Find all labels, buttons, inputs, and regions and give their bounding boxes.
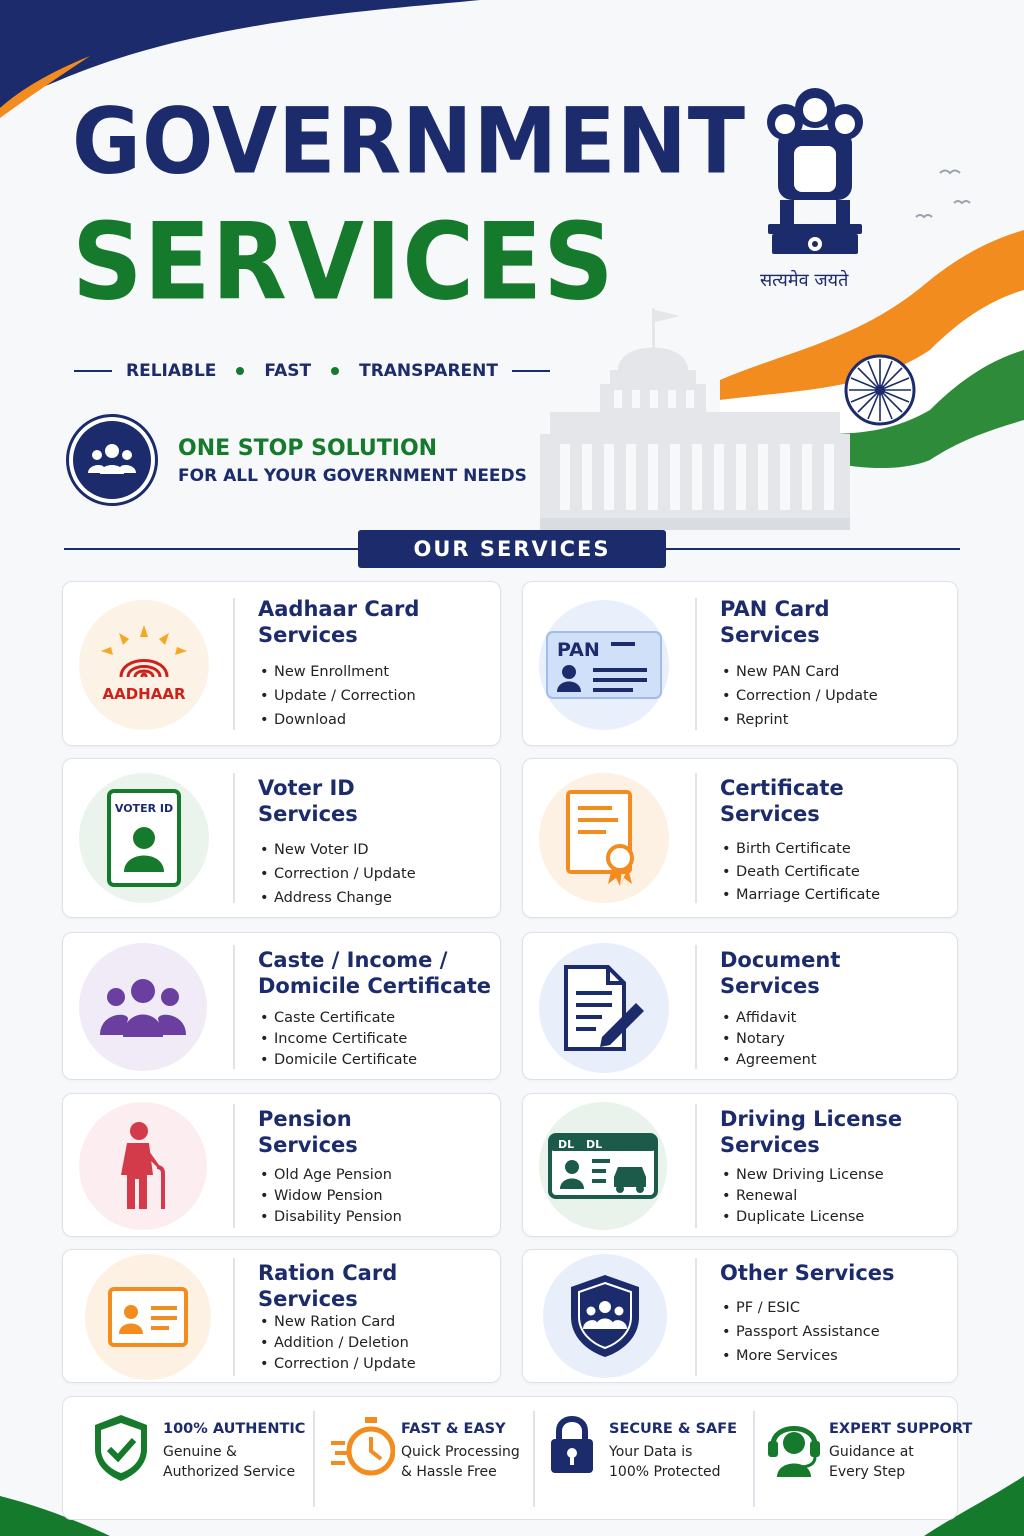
list-item: • PF / ESIC	[720, 1296, 880, 1320]
list-item: • Agreement	[720, 1050, 817, 1071]
card-divider	[233, 773, 235, 903]
feature-text-line: Authorized Service	[163, 1463, 296, 1480]
shield-people-icon	[543, 1254, 667, 1378]
card-title	[720, 596, 830, 649]
card-title	[258, 596, 419, 649]
tagline	[74, 358, 550, 384]
national-motto: सत्यमेव जयते	[760, 270, 849, 291]
tagline-word: FAST	[264, 361, 312, 381]
pan-card-icon	[539, 600, 669, 730]
card-title-line: Services	[258, 1133, 358, 1158]
list-item: • Renewal	[720, 1186, 884, 1207]
parliament-building-silhouette	[540, 300, 850, 540]
list-item: • Domicile Certificate	[258, 1050, 417, 1071]
feature-text	[163, 1443, 295, 1482]
service-card-caste-income-domicile[interactable]	[62, 932, 501, 1080]
list-item: • New PAN Card	[720, 660, 878, 684]
shield-check-icon	[91, 1413, 151, 1483]
card-title	[720, 947, 840, 1000]
card-title-line: Services	[258, 802, 358, 827]
driving-license-icon	[539, 1102, 667, 1230]
padlock-icon	[549, 1415, 595, 1475]
card-divider	[695, 945, 697, 1069]
feature-text-line: Guidance at	[829, 1444, 914, 1460]
feature-fast	[315, 1397, 535, 1521]
service-card-ration-card[interactable]	[62, 1249, 501, 1383]
card-divider	[233, 945, 235, 1069]
list-item: • Caste Certificate	[258, 1008, 417, 1029]
card-title	[258, 947, 491, 1000]
ration-card-icon	[85, 1254, 211, 1380]
card-title-line: Services	[720, 974, 820, 999]
feature-title: 100% AUTHENTIC	[163, 1421, 306, 1437]
stopwatch-icon	[329, 1415, 395, 1479]
service-list	[258, 1312, 416, 1375]
list-item: • Death Certificate	[720, 861, 880, 884]
one-stop-title: ONE STOP SOLUTION	[178, 436, 438, 461]
list-item: • Disability Pension	[258, 1207, 402, 1228]
list-item: • Widow Pension	[258, 1186, 402, 1207]
list-item: • Download	[258, 708, 416, 732]
feature-text-line: Your Data is	[609, 1444, 693, 1460]
card-title-line: Services	[720, 802, 820, 827]
svg-text:DL: DL	[558, 1138, 575, 1151]
service-card-other[interactable]	[522, 1249, 958, 1383]
service-card-aadhaar[interactable]	[62, 581, 501, 746]
svg-text:DL: DL	[586, 1138, 603, 1151]
tagline-dot	[331, 367, 339, 375]
service-list	[720, 1008, 817, 1071]
list-item: • Affidavit	[720, 1008, 817, 1029]
list-item: • New Enrollment	[258, 660, 416, 684]
feature-text	[829, 1443, 914, 1482]
feature-text-line: & Hassle Free	[401, 1463, 497, 1480]
people-group-icon	[66, 414, 158, 506]
service-card-document[interactable]	[522, 932, 958, 1080]
list-item: • Duplicate License	[720, 1207, 884, 1228]
tagline-right-rule	[512, 370, 550, 372]
card-title-line: Services	[720, 1133, 820, 1158]
tagline-left-rule	[74, 370, 112, 372]
card-title	[720, 775, 844, 828]
list-item: • New Driving License	[720, 1165, 884, 1186]
service-list	[258, 1008, 417, 1071]
list-item: • Correction / Update	[720, 684, 878, 708]
card-title	[258, 775, 358, 828]
card-divider	[695, 1104, 697, 1228]
card-title-line: Driving License	[720, 1107, 903, 1131]
main-title-line2: SERVICES	[72, 201, 615, 325]
service-card-pan[interactable]	[522, 581, 958, 746]
feature-secure	[535, 1397, 755, 1521]
card-divider	[695, 773, 697, 903]
one-stop-subtitle: FOR ALL YOUR GOVERNMENT NEEDS	[178, 466, 527, 486]
feature-text-line: Quick Processing	[401, 1444, 520, 1460]
service-list	[720, 660, 878, 732]
list-item: • Marriage Certificate	[720, 884, 880, 907]
card-title-line: Document	[720, 948, 841, 972]
service-list	[258, 1165, 402, 1228]
card-title	[720, 1260, 895, 1286]
service-list	[258, 838, 416, 910]
document-pen-icon	[539, 943, 669, 1073]
service-card-driving-license[interactable]	[522, 1093, 958, 1237]
feature-authentic	[63, 1397, 313, 1521]
service-card-pension[interactable]	[62, 1093, 501, 1237]
card-title-line: Caste / Income /	[258, 948, 448, 972]
main-title-line1: GOVERNMENT	[72, 88, 747, 195]
card-title-line: Services	[258, 623, 358, 648]
list-item: • Old Age Pension	[258, 1165, 402, 1186]
card-title-line: Services	[258, 1287, 358, 1312]
list-item: • Correction / Update	[258, 862, 416, 886]
aadhaar-icon	[79, 600, 209, 730]
section-title-badge: OUR SERVICES	[358, 530, 666, 568]
features-strip	[62, 1396, 973, 1520]
list-item: • Passport Assistance	[720, 1320, 880, 1344]
feature-text	[401, 1443, 520, 1482]
service-list	[258, 660, 416, 732]
service-card-voter-id[interactable]	[62, 758, 501, 918]
feature-text-line: Every Step	[829, 1463, 906, 1480]
list-item: • Birth Certificate	[720, 838, 880, 861]
list-item: • Addition / Deletion	[258, 1333, 416, 1354]
list-item: • More Services	[720, 1344, 880, 1368]
feature-text-line: Genuine &	[163, 1444, 237, 1460]
card-title	[720, 1106, 902, 1159]
service-list	[720, 1165, 884, 1228]
feature-title: EXPERT SUPPORT	[829, 1421, 973, 1437]
list-item: • Address Change	[258, 886, 416, 910]
card-title-line: Certificate	[720, 776, 844, 800]
card-title	[258, 1260, 397, 1313]
card-title-line: Voter ID	[258, 776, 355, 800]
national-emblem-icon	[750, 80, 880, 260]
voter-id-icon	[79, 773, 209, 903]
feature-text	[609, 1443, 720, 1482]
card-divider	[233, 1104, 235, 1228]
list-item: • Update / Correction	[258, 684, 416, 708]
list-item: • New Voter ID	[258, 838, 416, 862]
card-title-line: Ration Card	[258, 1261, 398, 1285]
card-divider	[695, 1258, 697, 1376]
card-divider	[233, 1258, 235, 1376]
elderly-person-icon	[79, 1102, 207, 1230]
card-title-line: Domicile Certificate	[258, 974, 492, 999]
card-title-line: Other Services	[720, 1261, 895, 1285]
svg-text:PAN: PAN	[557, 639, 600, 661]
card-divider	[695, 598, 697, 730]
feature-title: FAST & EASY	[401, 1421, 506, 1437]
service-list	[720, 1296, 880, 1368]
tagline-word: TRANSPARENT	[359, 361, 498, 381]
list-item: • Reprint	[720, 708, 878, 732]
feature-text-line: 100% Protected	[609, 1463, 721, 1480]
service-list	[720, 838, 880, 907]
feature-support	[755, 1397, 973, 1521]
service-card-certificate[interactable]	[522, 758, 958, 918]
card-title-line: Pension	[258, 1107, 352, 1131]
card-title-line: Aadhaar Card	[258, 597, 420, 621]
list-item: • Income Certificate	[258, 1029, 417, 1050]
certificate-icon	[539, 773, 669, 903]
card-title-line: Services	[720, 623, 820, 648]
card-title	[258, 1106, 358, 1159]
list-item: • New Ration Card	[258, 1312, 416, 1333]
headset-support-icon	[765, 1415, 823, 1479]
svg-text:AADHAAR: AADHAAR	[102, 685, 186, 703]
tagline-dot	[236, 367, 244, 375]
feature-title: SECURE & SAFE	[609, 1421, 738, 1437]
people-group-icon	[79, 943, 207, 1071]
list-item: • Correction / Update	[258, 1354, 416, 1375]
card-title-line: PAN Card	[720, 597, 830, 621]
list-item: • Notary	[720, 1029, 817, 1050]
svg-text:VOTER ID: VOTER ID	[114, 802, 174, 815]
card-divider	[233, 598, 235, 730]
tagline-word: RELIABLE	[126, 361, 217, 381]
birds-decoration	[910, 165, 980, 225]
